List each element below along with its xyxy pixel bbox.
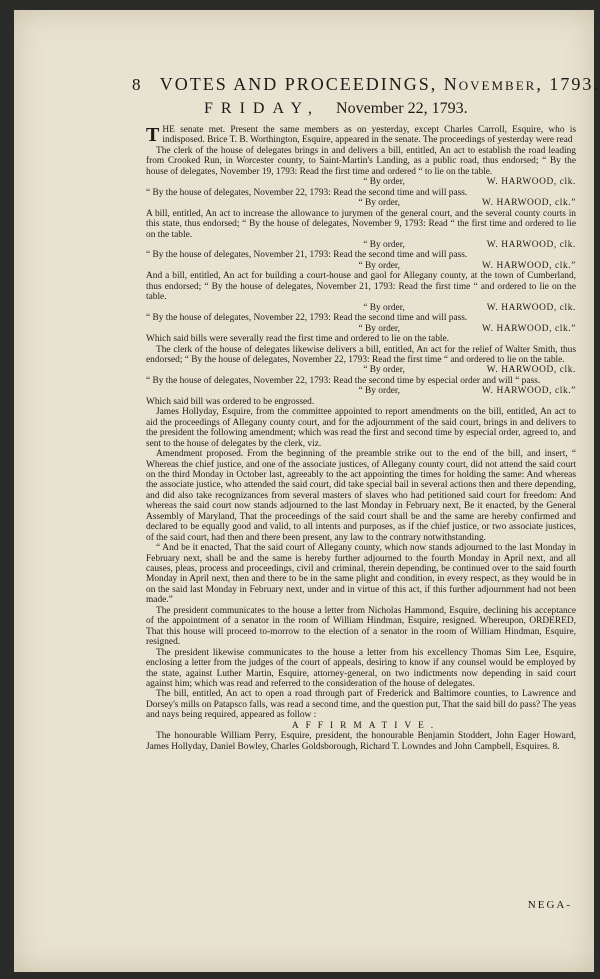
signature-line: “ By order, W. HARWOOD, clk.	[363, 177, 576, 188]
page-number: 8	[132, 75, 141, 94]
paragraph: Amendment proposed. From the beginning of the preamble strike out to the end of the bill, and insert, “ Whereas the chief justice, and one of the associate justices, of Allegany county court, did not attend the said court on the third Monday in October last, agreeably to the act appointing the times for holding the same: And whereas the associate justice, who attended the said court, did take special bail in several actions then and there depending, and did also take recognizances from several masters of slaves who had petitioned said court for freedom: And whereas the said court now stands adjourned to the last Monday in February next, Be it enacted, by the General Assembly of Maryland, That the proceedings of the said court shall be and the same are hereby confirmed and declared to be equally good and valid, to all intents and purposes, as if the chief justice, or two associate justices, of the said court, had then and there been present, any law to the contrary notwithstanding.	[146, 449, 576, 543]
document-page	[14, 10, 600, 972]
dateline-day: FRIDAY,	[204, 100, 321, 117]
paragraph: And a bill, entitled, An act for building a court-house and gaol for Allegany county, at the town of Cumberland, thus endorsed; “ By the house of delegates, November 21, 1793: Read the first time “ and ordered to lie on the table.	[146, 271, 576, 303]
page-header	[132, 74, 600, 95]
paragraph: The bill, entitled, An act to open a road through part of Frederick and Baltimore counties, to Lawrence and Dorsey's mills on Patapsco falls, was read a second time, and the question put, That the said bill do pass? The yeas and nays being required, appeared as follow :	[146, 689, 576, 721]
paragraph: The honourable William Perry, Esquire, president, the honourable Benjamin Stoddert, John Eager Howard, James Hollyday, Daniel Bowley, Charles Goldsborough, Richard T. Lowndes and John Campbell, Esquires. 8.	[146, 731, 576, 752]
paragraph: “ And be it enacted, That the said court of Allegany county, which now stands adjourned to the last Monday in February next, shall be and the same is hereby further adjourned to the fourth Monday in April next, and all causes, pleas, process and proceedings, civil and criminal, therein depending, be continued over to the said fourth Monday in April next, then and there to be in the same plight and condition, in every respect, as they would be in on the said last Monday in February next, under and in virtue of this act, if this further adjournment had not been made.”	[146, 543, 576, 606]
dateline	[204, 100, 564, 118]
paragraph: “ By the house of delegates, November 22, 1793: Read the second time and will pass.	[146, 313, 468, 324]
paragraph: Which said bill was ordered to be engrossed.	[146, 396, 315, 407]
paragraph: The clerk of the house of delegates brings in and delivers a bill, entitled, An act to establish the road leading from Crooked Run, in Worcester county, to Saint-Martin's Landing, as a public road, thus endorsed; “ By the house of delegates, November 19, 1793: Read the first time and ordered “ to lie on the table.	[146, 145, 576, 177]
running-title: VOTES AND PROCEEDINGS, November, 1793.	[159, 74, 600, 94]
signature-line: “ By order, W. HARWOOD, clk.”	[358, 260, 576, 271]
paragraph: “ By the house of delegates, November 22, 1793: Read the second time and will pass.	[146, 187, 468, 198]
body-text	[146, 125, 576, 752]
signature-line: “ By order, W. HARWOOD, clk.	[363, 365, 576, 376]
page-content	[14, 10, 600, 972]
paragraph: James Hollyday, Esquire, from the committee appointed to report amendments on the bill, entitled, An act to aid the proceedings of Allegany county court, and for the adjournment of the said court, brings in and delivers to the president the following amendment; which was read the first and second time by especial order, agreed to, and sent to the house of delegates by the clerk, viz.	[146, 407, 576, 449]
vote-heading: AFFIRMATIVE.	[291, 720, 441, 731]
paragraph: A bill, entitled, An act to increase the allowance to jurymen of the general court, and the several county courts in this state, thus endorsed; “ By the house of delegates, November 9, 1793: Read “ the first time and ordered to lie on the table.	[146, 208, 576, 240]
paragraph: The president communicates to the house a letter from Nicholas Hammond, Esquire, declining his acceptance of the appointment of a senator in the room of William Hindman, Esquire, resigned. Whereupon, ORDERED, That this house will proceed to-morrow to the election of a senator in the room of William Hindman, Esquire, resigned.	[146, 605, 576, 648]
paragraph: The clerk of the house of delegates likewise delivers a bill, entitled, An act for the relief of Walter Smith, thus endorsed; “ By the house of delegates, November 22, 1793: Read the first time “ and ordered to lie on the table.	[146, 344, 576, 365]
signature-line: “ By order, W. HARWOOD, clk.”	[358, 198, 576, 209]
signature-line: “ By order, W. HARWOOD, clk.”	[358, 323, 576, 334]
dateline-date: November 22, 1793.	[336, 100, 468, 117]
catchword: NEGA-	[527, 899, 572, 911]
signature-line: “ By order, W. HARWOOD, clk.”	[358, 386, 576, 397]
paragraph: Which said bills were severally read the first time and ordered to lie on the table.	[146, 334, 450, 345]
signature-line: “ By order, W. HARWOOD, clk.	[363, 302, 576, 313]
paragraph: “ By the house of delegates, November 21, 1793: Read the second time and will pass.	[146, 250, 468, 261]
paragraph: The president likewise communicates to the house a letter from his excellency Thomas Sim Lee, Esquire, enclosing a letter from the judges of the court of appeals, desiring to know if any counsel would be employed by the state, against Luther Martin, Esquire, attorney-general, on two indictments now depending in said court against him; which was read and referred to the consideration of the house of delegates.	[146, 647, 576, 690]
signature-line: “ By order, W. HARWOOD, clk.	[363, 239, 576, 250]
paragraph: “ By the house of delegates, November 22, 1793: Read the second time by especial order and will “ pass.	[146, 375, 541, 386]
drop-cap: T	[146, 124, 160, 146]
paragraph: THE senate met. Present the same members as on yesterday, except Charles Carroll, Esquire, who is indisposed. Brice T. B. Worthington, Esquire, appeared in the senate. The proceedings of yesterday were read	[146, 124, 576, 146]
